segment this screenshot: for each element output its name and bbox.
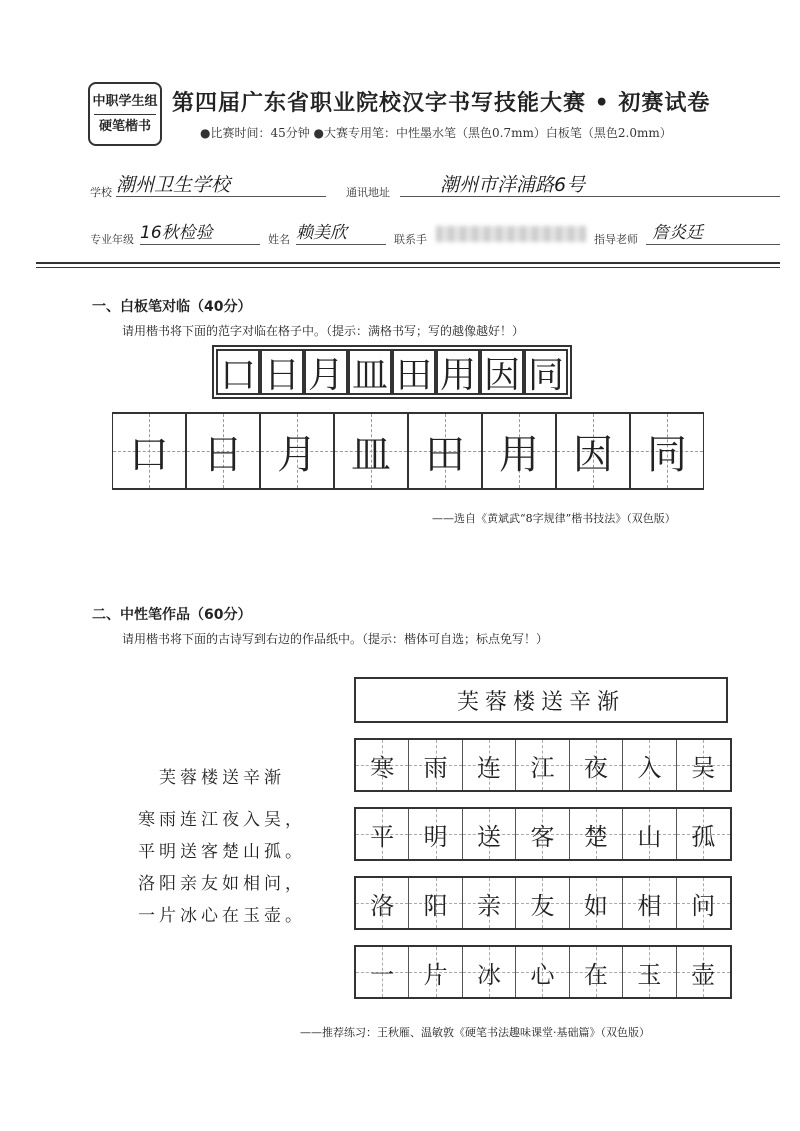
sheet-cell[interactable]	[409, 809, 462, 859]
sheet-row	[354, 807, 732, 861]
sheet-char: 山	[637, 822, 662, 851]
sheet-cell[interactable]	[677, 878, 730, 928]
practice-cell[interactable]	[112, 414, 186, 488]
sheet-cell[interactable]	[356, 809, 409, 859]
poem-title: 芙蓉楼送辛渐	[159, 768, 285, 788]
sheet-char: 玉	[637, 960, 662, 989]
sheet-char: 洛	[370, 891, 395, 920]
sheet-char: 入	[637, 753, 662, 782]
sheet-cell[interactable]	[409, 878, 462, 928]
sheet-char: 壶	[691, 960, 716, 989]
sheet-row	[354, 738, 732, 792]
contact-label: 联系手	[394, 233, 427, 246]
sheet-cell[interactable]	[356, 740, 409, 790]
model-char: 用	[436, 349, 480, 395]
sheet-char: 问	[691, 891, 716, 920]
practice-char: 月	[277, 431, 317, 478]
poem-line: 洛阳亲友如相问，	[138, 874, 306, 894]
sheet-char: 送	[477, 822, 502, 851]
sheet-char: 相	[637, 891, 662, 920]
sheet-cell[interactable]	[623, 740, 676, 790]
address-value: 潮州市洋浦路6号	[440, 174, 586, 196]
sheet-char: 吴	[691, 753, 716, 782]
sheet-char: 夜	[583, 753, 608, 782]
practice-cell[interactable]	[408, 414, 482, 488]
sheet-char: 在	[583, 960, 608, 989]
address-label: 通讯地址	[346, 186, 390, 199]
sheet-cell[interactable]	[570, 809, 623, 859]
model-char: 田	[392, 349, 436, 395]
sheet-cell[interactable]	[463, 947, 516, 997]
model-char-row	[212, 345, 572, 399]
sheet-cell[interactable]	[677, 947, 730, 997]
badge-bottom-text: 硬笔楷书	[98, 118, 151, 134]
practice-char: 日	[203, 431, 243, 478]
major-value: 16秋检验	[140, 223, 213, 243]
poem-reference	[112, 762, 332, 932]
sheet-row	[354, 945, 732, 999]
practice-cell[interactable]	[186, 414, 260, 488]
sheet-char: 友	[530, 891, 555, 920]
sheet-cell[interactable]	[570, 740, 623, 790]
model-char: 口	[216, 349, 260, 395]
school-field[interactable]	[116, 170, 326, 197]
category-badge	[88, 82, 162, 146]
practice-char: 田	[425, 431, 465, 478]
sheet-cell[interactable]	[409, 947, 462, 997]
sheet-char: 心	[530, 960, 555, 989]
practice-cell[interactable]	[334, 414, 408, 488]
name-value: 赖美欣	[296, 223, 347, 243]
name-field[interactable]	[296, 218, 386, 245]
sheet-row	[354, 876, 732, 930]
address-field[interactable]	[400, 170, 780, 197]
sheet-char: 一	[370, 960, 395, 989]
sheet-char: 客	[530, 822, 555, 851]
sheet-char: 寒	[370, 753, 395, 782]
badge-top-text: 中职学生组	[92, 93, 158, 109]
major-label: 专业年级	[90, 233, 134, 246]
section2-source: ——推荐练习：王秋雁、温敏敦《硬笔书法趣味课堂·基础篇》（双色版）	[300, 1026, 650, 1039]
practice-char: 因	[573, 431, 613, 478]
sheet-cell[interactable]	[516, 809, 569, 859]
sheet-char: 冰	[477, 960, 502, 989]
practice-char: 口	[129, 431, 169, 478]
name-label: 姓名	[268, 233, 290, 246]
teacher-field[interactable]	[646, 218, 780, 245]
page-title: 第四届广东省职业院校汉字书写技能大赛 • 初赛试卷	[172, 90, 711, 116]
sheet-cell[interactable]	[409, 740, 462, 790]
practice-char: 同	[647, 431, 687, 478]
model-char: 日	[260, 349, 304, 395]
sheet-cell[interactable]	[356, 878, 409, 928]
sheet-char: 连	[477, 753, 502, 782]
sheet-char: 雨	[423, 753, 448, 782]
sheet-char: 片	[423, 960, 448, 989]
practice-char: 皿	[351, 431, 391, 478]
practice-cell[interactable]	[556, 414, 630, 488]
teacher-label: 指导老师	[594, 233, 638, 246]
sheet-cell[interactable]	[516, 740, 569, 790]
school-value: 潮州卫生学校	[116, 174, 231, 196]
sheet-cell[interactable]	[623, 878, 676, 928]
sheet-char: 楚	[583, 822, 608, 851]
poem-line: 寒雨连江夜入吴，	[138, 810, 306, 830]
section2-title: 二、中性笔作品（60分）	[92, 607, 252, 623]
sheet-title[interactable]: 芙蓉楼送辛渐	[354, 677, 728, 723]
sheet-char: 平	[370, 822, 395, 851]
sheet-cell[interactable]	[623, 809, 676, 859]
sheet-char: 亲	[477, 891, 502, 920]
practice-cell[interactable]	[482, 414, 556, 488]
sheet-char: 江	[530, 753, 555, 782]
sheet-char: 如	[583, 891, 608, 920]
contact-redacted	[436, 226, 586, 242]
sheet-cell[interactable]	[570, 947, 623, 997]
section1-instruction: 请用楷书将下面的范字对临在格子中。（提示：满格书写；写的越像越好！）	[122, 324, 525, 338]
poem-line: 平明送客楚山孤。	[138, 842, 306, 862]
sheet-cell[interactable]	[623, 947, 676, 997]
model-char: 月	[304, 349, 348, 395]
sheet-cell[interactable]	[570, 878, 623, 928]
sheet-cell[interactable]	[463, 878, 516, 928]
model-char: 皿	[348, 349, 392, 395]
major-field[interactable]	[140, 218, 260, 245]
work-sheet	[354, 677, 732, 999]
practice-grid	[112, 412, 704, 490]
section1-title: 一、白板笔对临（40分）	[92, 299, 252, 315]
section2-instruction: 请用楷书将下面的古诗写到右边的作品纸中。（提示：楷体可自选；标点免写！）	[122, 632, 549, 646]
page-subtitle: ●比赛时间：45分钟 ●大赛专用笔：中性墨水笔（黑色0.7mm）白板笔（黑色2.0mm）	[200, 126, 672, 140]
sheet-char: 阳	[423, 891, 448, 920]
practice-cell[interactable]	[260, 414, 334, 488]
poem-line: 一片冰心在玉壶。	[138, 906, 306, 926]
model-char: 同	[524, 349, 568, 395]
sheet-cell[interactable]	[463, 809, 516, 859]
sheet-char: 孤	[691, 822, 716, 851]
teacher-value: 詹炎廷	[652, 223, 703, 243]
section1-source: ——选自《黄斌武“8字规律”楷书技法》（双色版）	[432, 512, 676, 525]
sheet-cell[interactable]	[516, 947, 569, 997]
school-label: 学校	[90, 186, 112, 199]
header-divider	[36, 262, 780, 268]
sheet-cell[interactable]	[677, 809, 730, 859]
practice-cell[interactable]	[630, 414, 704, 488]
sheet-char: 明	[423, 822, 448, 851]
sheet-cell[interactable]	[677, 740, 730, 790]
model-char: 因	[480, 349, 524, 395]
sheet-cell[interactable]	[516, 878, 569, 928]
sheet-cell[interactable]	[463, 740, 516, 790]
sheet-cell[interactable]	[356, 947, 409, 997]
practice-char: 用	[499, 431, 539, 478]
